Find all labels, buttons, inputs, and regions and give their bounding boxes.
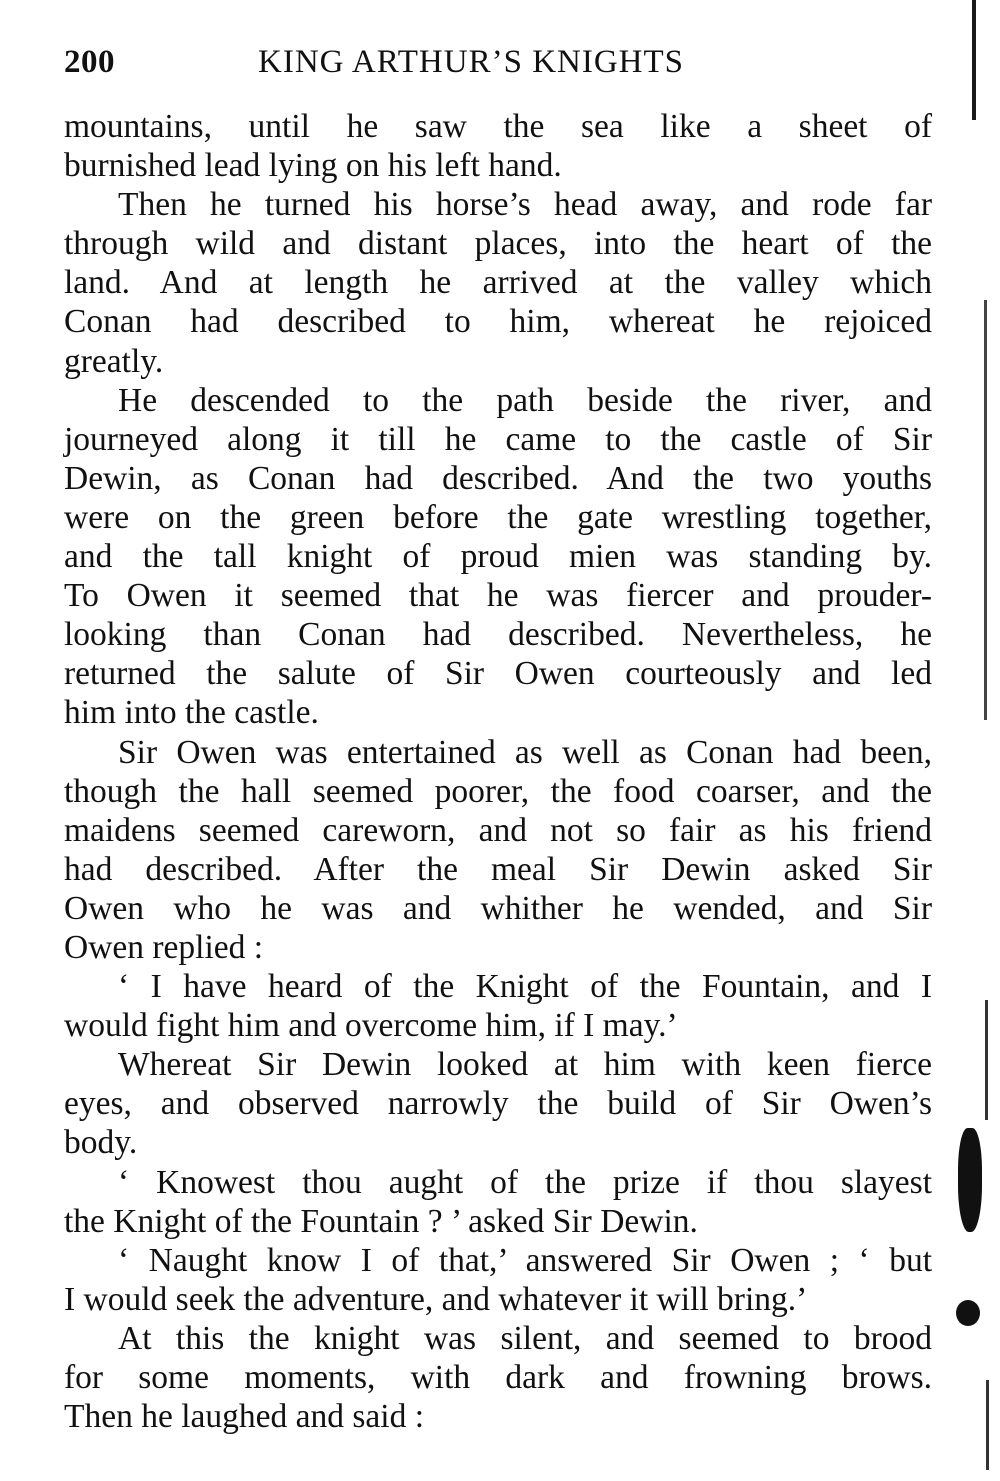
text-line: Sir Owen was entertained as well as Conan had been, [118,733,932,771]
text-line: At this the knight was silent, and seemed to brood [118,1319,932,1357]
text-line: Conan had described to him, whereat he rejoiced [64,303,932,341]
page-number: 200 [64,44,115,80]
text-line: He descended to the path beside the river, and [118,381,932,419]
scan-ink-blot [956,1300,980,1326]
body-text [64,107,932,1436]
text-line: and the tall knight of proud mien was standing by. [64,538,932,576]
text-line: To Owen it seemed that he was fiercer and prouder- [64,577,932,615]
text-line: Owen who he was and whither he wended, and Sir [64,889,932,927]
text-line: eyes, and observed narrowly the build of Sir Owen’s [64,1085,932,1123]
text-line: body. [64,1124,138,1162]
text-line: Whereat Sir Dewin looked at him with keen fierce [118,1046,932,1084]
text-line: had described. After the meal Sir Dewin asked Sir [64,850,932,888]
text-line: though the hall seemed poorer, the food coarser, and the [64,772,932,810]
text-line: maidens seemed careworn, and not so fair as his friend [64,811,932,849]
scan-edge-rule [984,300,987,720]
text-line: ‘ Knowest thou aught of the prize if thou slayest [118,1163,932,1201]
scan-edge-rule [985,1000,988,1120]
text-line: returned the salute of Sir Owen courteously and led [64,655,932,693]
text-line: burnished lead lying on his left hand. [64,147,562,185]
text-line: ‘ I have heard of the Knight of the Fountain, and I [118,968,932,1006]
text-line: would fight him and overcome him, if I may.’ [64,1007,678,1045]
text-line: for some moments, with dark and frowning brows. [64,1359,932,1396]
text-line: Then he turned his horse’s head away, and rode far [118,186,932,224]
text-line: him into the castle. [64,694,319,732]
scan-edge-rule [986,1380,989,1470]
text-line: were on the green before the gate wrestling together, [64,498,932,536]
running-head: KING ARTHUR’S KNIGHTS [258,44,685,80]
page-header [64,44,934,94]
text-line: Then he laughed and said : [64,1398,425,1436]
text-line: greatly. [64,342,164,380]
text-line: Owen replied : [64,928,264,966]
text-line: I would seek the adventure, and whatever it will bring.’ [64,1280,808,1318]
scan-ink-blot [958,1128,982,1232]
text-line: mountains, until he saw the sea like a sheet of [64,108,932,145]
text-line: Dewin, as Conan had described. And the two youths [64,459,932,497]
text-line: looking than Conan had described. Nevertheless, he [64,616,932,654]
text-line: the Knight of the Fountain ? ’ asked Sir Dewin. [64,1202,698,1240]
text-line: land. And at length he arrived at the valley which [64,264,932,302]
text-line: ‘ Naught know I of that,’ answered Sir Owen ; ‘ but [118,1241,932,1279]
text-line: through wild and distant places, into the heart of the [64,225,932,263]
scan-edge-rule [972,0,976,120]
text-line: journeyed along it till he came to the castle of Sir [64,420,932,458]
